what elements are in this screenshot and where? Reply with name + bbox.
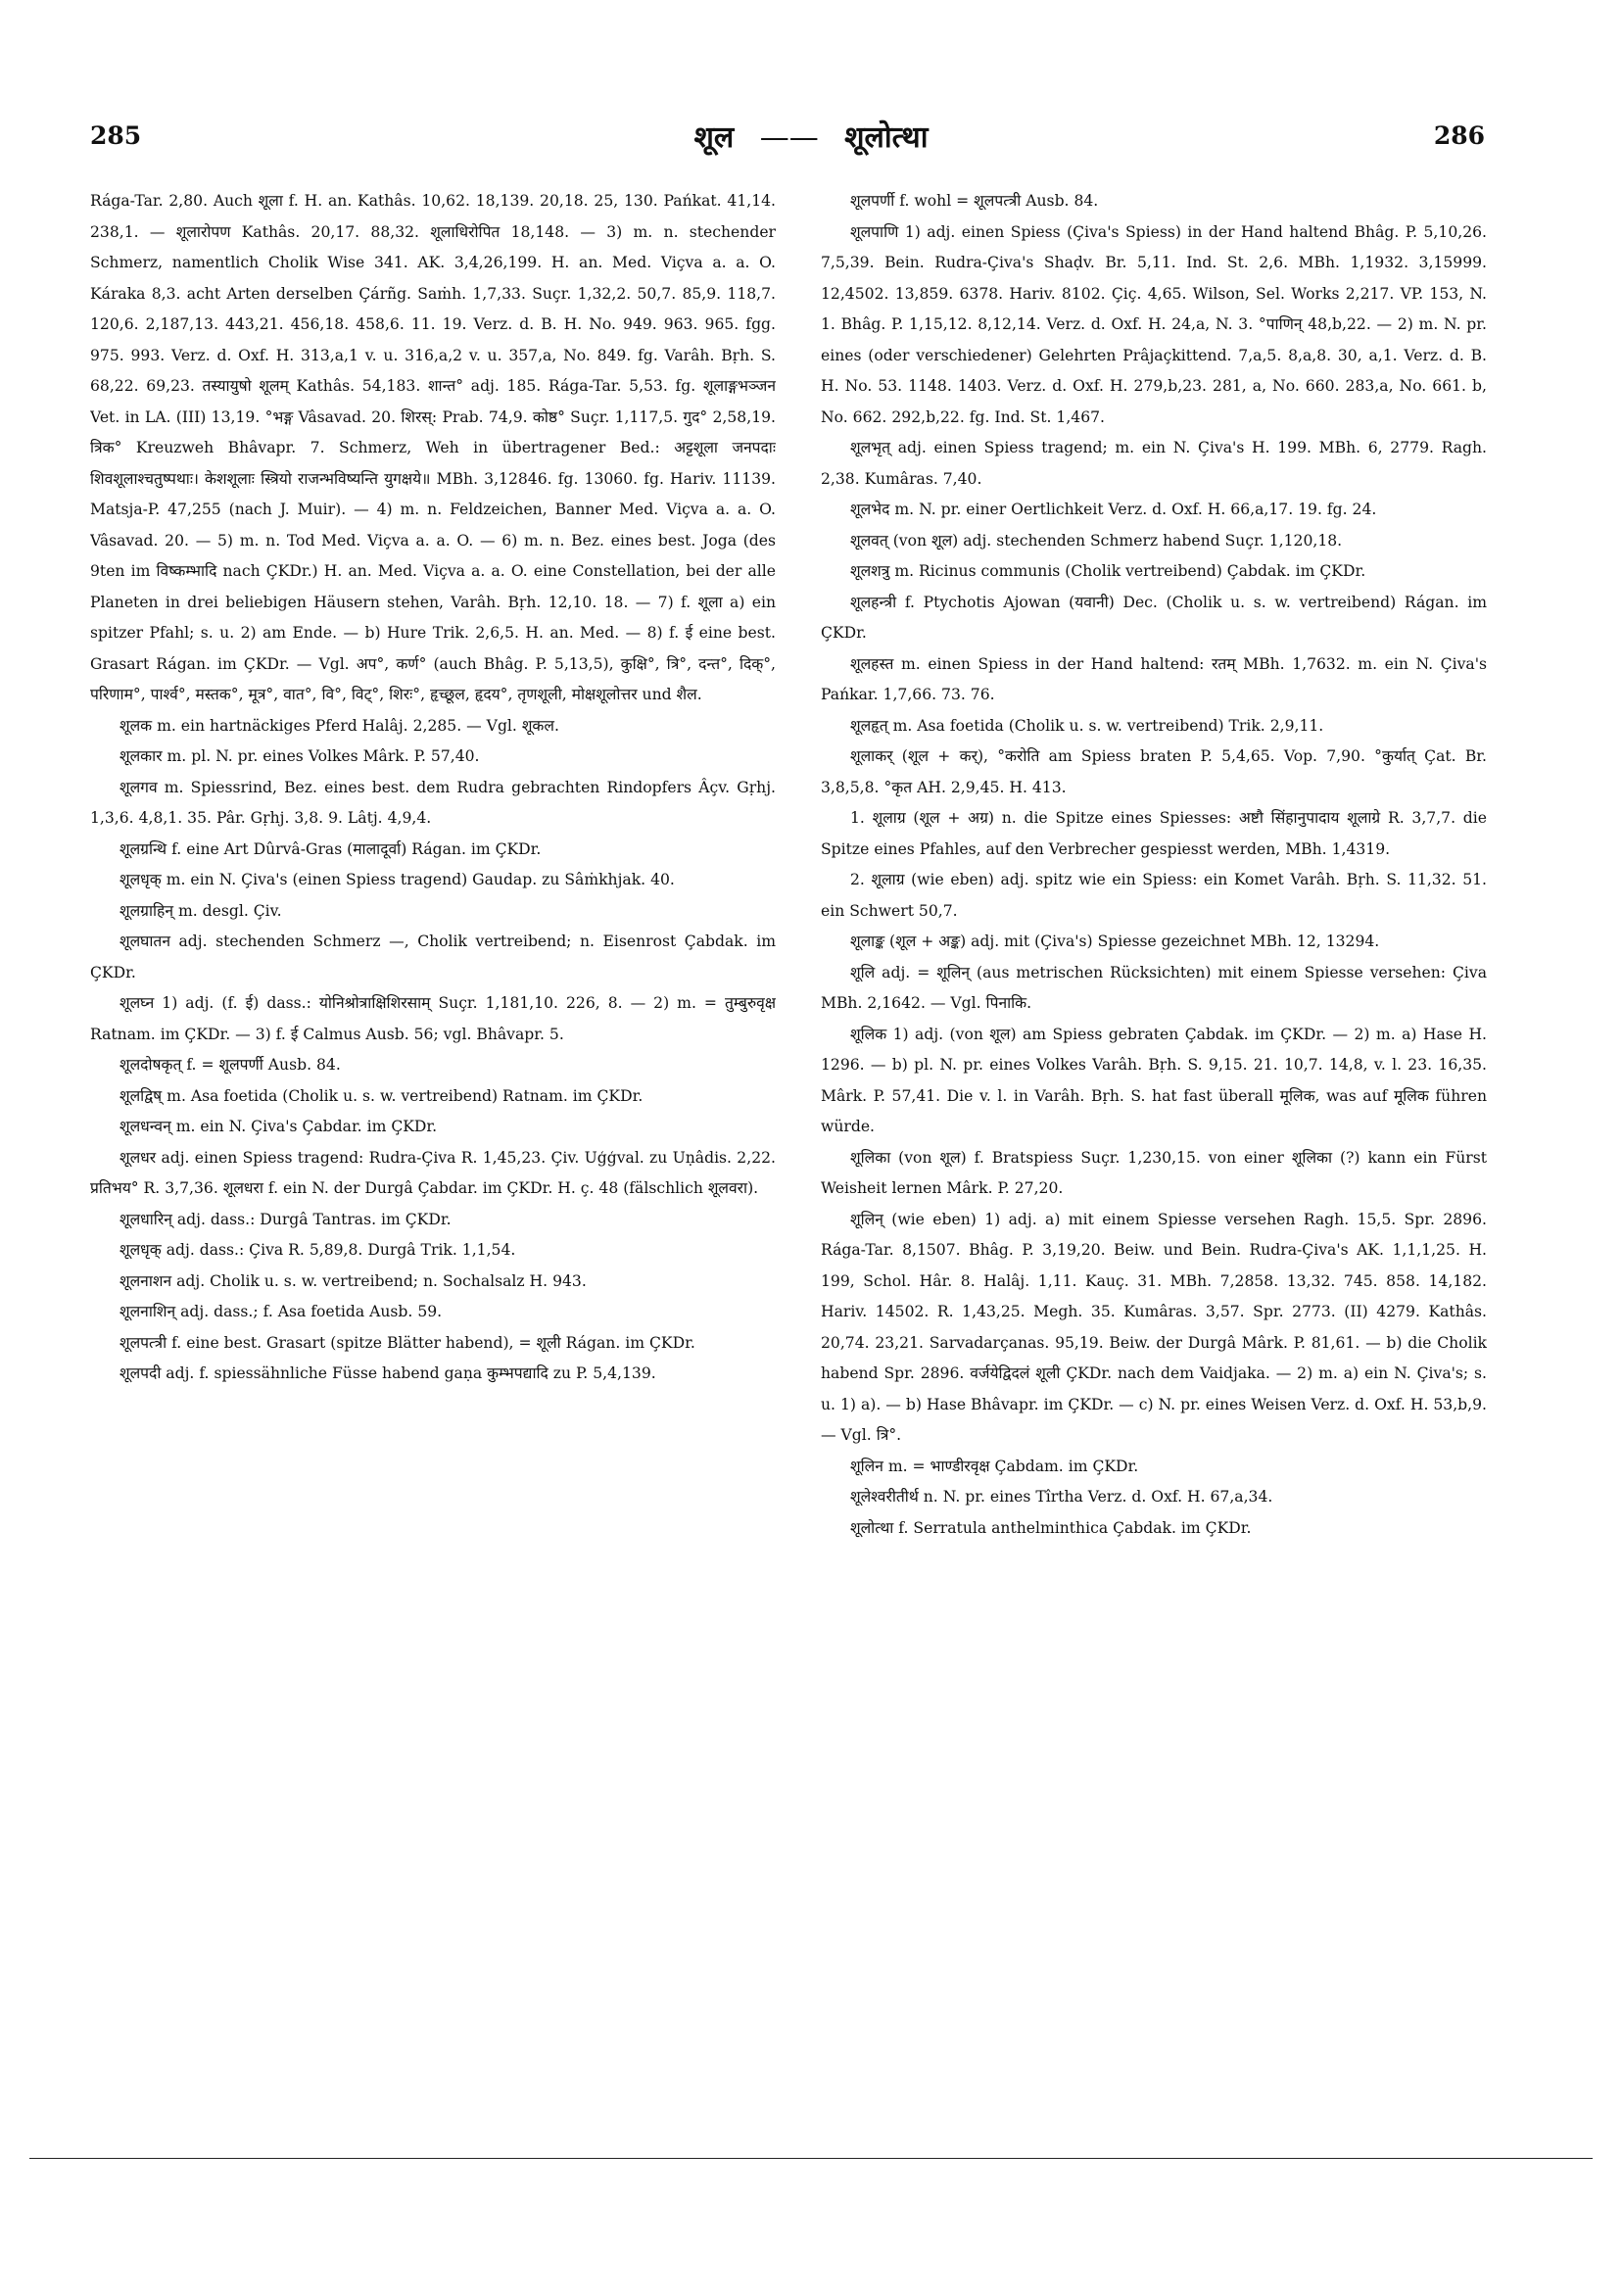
running-head-last: शूलोत्था xyxy=(844,120,929,155)
dictionary-entry: शूलघातन adj. stechenden Schmerz —, Cholik vertreibend; n. Eisenrost Çabdak. im ÇKDr. xyxy=(90,933,776,981)
dictionary-entry: शूलेश्वरीतीर्थ n. N. pr. eines Tîrtha Verz. d. Oxf. H. 67,a,34. xyxy=(850,1488,1273,1506)
dictionary-entry: शूलपाणि 1) adj. einen Spiess (Çiva's Spiess) in der Hand haltend Bhâg. P. 5,10,26. 7,5,39. Bein. Rudra-Çiva's Shaḍv. Br. 5,11. Ind. St. 2,6. MBh. 1,1932. 3,15999. 12,4502. 13,859. 6378. Hariv. 8102. Çiç. 4,65. Wilson, Sel. Works 2,217. VP. 153, N. 1. Bhâg. P. 1,15,12. 8,12,14. Verz. d. Oxf. H. 24,a, N. 3. °पाणिन् 48,b,22. — 2) m. N. pr. eines (oder verschiedener) Gelehrten Prâjaçkittend. 7,a,5. 8,a,8. 30, a,1. Verz. d. B. H. No. 53. 1148. 1403. Verz. d. Oxf. H. 279,b,23. 281, a, No. 660. 283,a, No. 661. b, No. 662. 292,b,22. fg. Ind. St. 1,467. xyxy=(821,222,1487,426)
dictionary-entry: शूलनाशन adj. Cholik u. s. w. vertreibend; n. Sochalsalz H. 943. xyxy=(119,1271,587,1290)
dictionary-entry: शूलनाशिन् adj. dass.; f. Asa foetida Ausb. 59. xyxy=(119,1303,443,1320)
dictionary-entry: शूलधृक् m. ein N. Çiva's (einen Spiess tragend) Gaudap. zu Sâṁkhjak. 40. xyxy=(119,871,675,888)
dictionary-entry: शूलहृत् m. Asa foetida (Cholik u. s. w. vertreibend) Trik. 2,9,11. xyxy=(850,716,1324,735)
dictionary-entry: शूलदोषकृत् f. = शूलपर्णी Ausb. 84. xyxy=(119,1056,341,1074)
dictionary-entry: शूलिक 1) adj. (von शूल) am Spiess gebraten Çabdak. im ÇKDr. — 2) m. a) Hase H. 1296. — b) pl. N. pr. eines Volkes Varâh. Bṛh. S. 9,15. 21. 10,7. 14,8, v. l. 23. 16,35. Mârk. P. 57,41. Die v. l. in Varâh. Bṛh. S. hat fast überall मूलिक, was auf मूलिक führen würde. xyxy=(821,1025,1487,1135)
dictionary-entry: शूलकार m. pl. N. pr. eines Volkes Mârk. P. 57,40. xyxy=(119,747,480,765)
page-number-right: 286 xyxy=(1433,121,1485,150)
right-column xyxy=(821,186,1487,2047)
dictionary-entry: शूलिन् (wie eben) 1) adj. a) mit einem Spiesse versehen Ragh. 15,5. Spr. 2896. Rága-Tar. 8,1507. Bhâg. P. 3,19,20. Beiw. und Bein. Rudra-Çiva's AK. 1,1,1,25. H. 199, Schol. Hâr. 8. Halâj. 1,11. Kauç. 31. MBh. 7,2858. 13,32. 745. 858. 14,182. Hariv. 14502. R. 1,43,25. Megh. 35. Kumâras. 3,57. Spr. 2773. (II) 4279. Kathâs. 20,74. 23,21. Sarvadarçanas. 95,19. Beiw. der Durgâ Mârk. P. 81,61. — b) die Cholik habend Spr. 2896. वर्जयेद्विदलं शूली ÇKDr. nach dem Vaidjaka. — 2) m. a) ein N. Çiva's; s. u. 1) a). — b) Hase Bhâvapr. im ÇKDr. — c) N. pr. eines Weisen Verz. d. Oxf. H. 53,b,9. — Vgl. त्रि°. xyxy=(821,1210,1487,1444)
dictionary-entry: 1. शूलाग्र (शूल + अग्र) n. die Spitze eines Spiesses: अष्टौ सिंहानुपादाय शूलाग्रे R. 3,7,7. die Spitze eines Pfahles, auf den Verbrecher gespiesst werden, MBh. 1,4319. xyxy=(821,809,1487,858)
dictionary-entry: शूलग्राहिन् m. desgl. Çiv. xyxy=(119,901,282,920)
dictionary-entry: शूलाङ्क (शूल + अङ्क) adj. mit (Çiva's) Spiesse gezeichnet MBh. 12, 13294. xyxy=(850,933,1380,950)
dictionary-entry: Rága-Tar. 2,80. Auch शूला f. H. an. Kathâs. 10,62. 18,139. 20,18. 25, 130. Pańkat. 41,14. 238,1. — शूलारोपण Kathâs. 20,17. 88,32. शूलाधिरोपित 18,148. — 3) m. n. stechender Schmerz, namentlich Cholik Wise 341. AK. 3,4,26,199. H. an. Med. Viçva a. a. O. Káraka 8,3. acht Arten derselben Çárñg. Saṁh. 1,7,33. Suçr. 1,32,2. 50,7. 85,9. 118,7. 120,6. 2,187,13. 443,21. 456,18. 458,6. 11. 19. Verz. d. B. H. No. 949. 963. 965. fgg. 975. 993. Verz. d. Oxf. H. 313,a,1 v. u. 316,a,2 v. u. 357,a, No. 849. fg. Varâh. Bṛh. S. 68,22. 69,23. तस्यायुषो शूलम् Kathâs. 54,183. शान्त° adj. 185. Rága-Tar. 5,53. fg. शूलाङ्गभञ्जन Vet. in LA. (III) 13,19. °भङ्ग Vâsavad. 20. शिरस्: Prab. 74,9. कोष्ठ° Suçr. 1,117,5. गुद° 2,58,19. त्रिक° Kreuzweh Bhâvapr. 7. Schmerz, Weh in übertragener Bed.: अट्टशूला जनपदाः शिवशूलाश्चतुष्पथाः। केशशूलाः स्त्रियो राजन्भविष्यन्ति युगक्षये॥ MBh. 3,12846. fg. 13060. fg. Hariv. 11139. Matsja-P. 47,255 (nach J. Muir). — 4) m. n. Feldzeichen, Banner Med. Viçva a. a. O. Vâsavad. 20. — 5) m. n. Tod Med. Viçva a. a. O. — 6) m. n. Bez. eines best. Joga (des 9ten im विष्कम्भादि nach ÇKDr.) H. an. Med. Viçva a. a. O. eine Constellation, bei der alle Planeten in drei beliebigen Häusern stehen, Varâh. Bṛh. 12,10. 18. — 7) f. शूला a) ein spitzer Pfahl; s. u. 2) am Ende. — b) Hure Trik. 2,6,5. H. an. Med. — 8) f. ई eine best. Grasart Rágan. im ÇKDr. — Vgl. अप°, कर्ण° (auch Bhâg. P. 5,13,5), कुक्षि°, त्रि°, दन्त°, दिक्°, परिणाम°, पार्श्व°, मस्तक°, मूत्र°, वात°, वि°, विट्°, शिरः°, हृच्छूल, हृदय°, तृणशूली, मोक्षशूलोत्तर und शैल. xyxy=(90,192,776,703)
dictionary-entry: शूलधृक् adj. dass.: Çiva R. 5,89,8. Durgâ Trik. 1,1,54. xyxy=(119,1241,516,1259)
footer-rule xyxy=(29,2158,1593,2159)
dictionary-entry: शूलशत्रु m. Ricinus communis (Cholik vertreibend) Çabdak. im ÇKDr. xyxy=(850,562,1366,580)
dictionary-entry: शूलधर adj. einen Spiess tragend: Rudra-Çiva R. 1,45,23. Çiv. Uģģval. zu Uṇâdis. 2,22. प्रतिभय° R. 3,7,36. शूलधरा f. ein N. der Durgâ Çabdar. im ÇKDr. H. ç. 48 (fälschlich शूलवरा). xyxy=(90,1148,776,1197)
dictionary-entry: शूलभृत् adj. einen Spiess tragend; m. ein N. Çiva's H. 199. MBh. 6, 2779. Ragh. 2,38. Kumâras. 7,40. xyxy=(821,439,1487,488)
page-number-left: 285 xyxy=(90,121,142,150)
dictionary-entry: शूलाकर् (शूल + कर्), °करोति am Spiess braten P. 5,4,65. Vop. 7,90. °कुर्यात् Çat. Br. 3,8,5,8. °कृत AH. 2,9,45. H. 413. xyxy=(821,747,1487,796)
dictionary-entry: शूलहन्त्री f. Ptychotis Ajowan (यवानी) Dec. (Cholik u. s. w. vertreibend) Rágan. im ÇKDr. xyxy=(821,593,1487,642)
left-column xyxy=(90,186,776,2047)
dictionary-entry: शूलधारिन् adj. dass.: Durgâ Tantras. im ÇKDr. xyxy=(119,1210,452,1228)
dictionary-entry: शूलक m. ein hartnäckiges Pferd Halâj. 2,285. — Vgl. शूकल. xyxy=(119,716,559,735)
dictionary-entry: शूलवत् (von शूल) adj. stechenden Schmerz habend Suçr. 1,120,18. xyxy=(850,531,1343,550)
running-head-dash: —— xyxy=(759,120,819,155)
dictionary-entry: शूलपत्त्री f. eine best. Grasart (spitze Blätter habend), = शूली Rágan. im ÇKDr. xyxy=(119,1333,695,1352)
dictionary-entry: शूलहस्त m. einen Spiess in der Hand haltend: रतम् MBh. 1,7632. m. ein N. Çiva's Pańkar. 1,7,66. 73. 76. xyxy=(821,654,1487,703)
dictionary-entry: शूलगव m. Spiessrind, Bez. eines best. dem Rudra gebrachten Rindopfers Âçv. Gṛhj. 1,3,6. 4,8,1. 35. Pâr. Gṛhj. 3,8. 9. Lâtj. 4,9,4. xyxy=(90,778,776,827)
dictionary-entry: शूलधन्वन् m. ein N. Çiva's Çabdar. im ÇKDr. xyxy=(119,1118,438,1135)
dictionary-entry: शूलभेद m. N. pr. einer Oertlichkeit Verz. d. Oxf. H. 66,a,17. 19. fg. 24. xyxy=(850,501,1377,518)
dictionary-entry: शूलि adj. = शूलिन् (aus metrischen Rücksichten) mit einem Spiesse versehen: Çiva MBh. 2,1642. — Vgl. पिनाकि. xyxy=(821,963,1487,1012)
dictionary-entry: 2. शूलाग्र (wie eben) adj. spitz wie ein Spiess: ein Komet Varâh. Bṛh. S. 11,32. 51. ein Schwert 50,7. xyxy=(821,871,1487,920)
dictionary-entry: शूलघ्न 1) adj. (f. ई) dass.: योनिश्रोत्राक्षिशिरसाम् Suçr. 1,181,10. 226, 8. — 2) m. = तुम्बुरुवृक्ष Ratnam. im ÇKDr. — 3) f. ई Calmus Ausb. 56; vgl. Bhâvapr. 5. xyxy=(90,994,776,1043)
running-head-first: शूल xyxy=(693,120,735,155)
dictionary-entry: शूलद्विष् m. Asa foetida (Cholik u. s. w. vertreibend) Ratnam. im ÇKDr. xyxy=(119,1086,644,1105)
dictionary-entry: शूलोत्था f. Serratula anthelminthica Çabdak. im ÇKDr. xyxy=(850,1518,1252,1537)
dictionary-entry: शूलपर्णी f. wohl = शूलपत्त्री Ausb. 84. xyxy=(850,192,1099,210)
dictionary-entry: शूलग्रन्थि f. eine Art Dûrvâ-Gras (मालादूर्वा) Rágan. im ÇKDr. xyxy=(119,839,542,858)
dictionary-entry: शूलपदी adj. f. spiessähnliche Füsse habend gaṇa कुम्भपद्यादि zu P. 5,4,139. xyxy=(119,1364,656,1382)
dictionary-entry: शूलिन m. = भाण्डीरवृक्ष Çabdam. im ÇKDr. xyxy=(850,1457,1139,1475)
dictionary-entry: शूलिका (von शूल) f. Bratspiess Suçr. 1,230,15. von einer शूलिका (?) kann ein Fürst Weisheit lernen Mârk. P. 27,20. xyxy=(821,1148,1487,1197)
running-head xyxy=(0,116,1622,156)
